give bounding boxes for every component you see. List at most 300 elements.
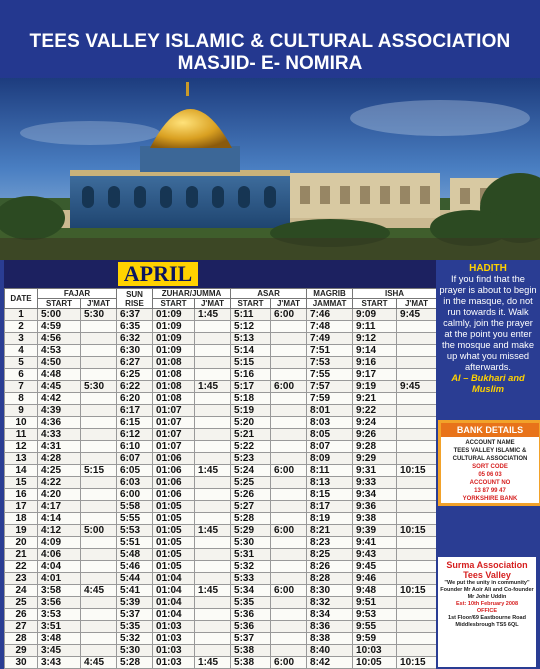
sunrise-cell: 6:37 [117,309,153,321]
timetable-subheader-row [5,299,437,309]
sunrise-cell: 5:46 [117,561,153,573]
table-row [5,441,437,453]
asar-jmat-cell [271,357,307,369]
fajar-start-cell: 4:39 [38,405,81,417]
zuhar-start-cell: 01:08 [153,381,195,393]
zuhar-jmat-cell: 1:45 [195,585,231,597]
fajar-jmat-cell: 4:45 [81,657,117,669]
asar-start-cell: 5:22 [231,441,271,453]
date-cell: 4 [5,345,38,357]
account-no: 13 87 99 47 [474,488,506,494]
sunrise-header: SUN RISE [117,289,153,309]
asar-start-cell: 5:13 [231,333,271,345]
isha-jmat-cell [397,573,437,585]
fajar-jmat-cell [81,573,117,585]
fajar-start-cell: 4:17 [38,501,81,513]
zuhar-start-cell: 01:05 [153,537,195,549]
date-cell: 6 [5,369,38,381]
fajar-start-cell: 4:36 [38,417,81,429]
isha-jmat-cell [397,369,437,381]
fajar-start-cell: 4:04 [38,561,81,573]
magrib-jammat-cell: 8:30 [307,585,353,597]
fajar-jmat-cell [81,357,117,369]
asar-start-cell: 5:36 [231,609,271,621]
isha-jmat-cell: 10:15 [397,525,437,537]
zuhar-jmat-cell [195,549,231,561]
zuhar-jmat-cell [195,321,231,333]
fajar-start-cell: 5:00 [38,309,81,321]
isha-jmat-cell: 10:15 [397,657,437,669]
sunrise-cell: 6:35 [117,321,153,333]
asar-start-cell: 5:23 [231,453,271,465]
sunrise-cell: 5:28 [117,657,153,669]
magrib-jammat-cell: 8:13 [307,477,353,489]
zuhar-start-cell: 01:07 [153,429,195,441]
magrib-jammat-cell: 7:48 [307,321,353,333]
account-name-label: ACCOUNT NAME [465,440,515,446]
asar-start-cell: 5:28 [231,513,271,525]
asar-jmat-cell [271,453,307,465]
zuhar-jmat-cell [195,597,231,609]
table-row [5,357,437,369]
asar-start-cell: 5:27 [231,501,271,513]
isha-jmat-cell [397,561,437,573]
asar-jmat-cell [271,549,307,561]
isha-jmat-cell: 9:45 [397,309,437,321]
zuhar-jmat-cell [195,429,231,441]
fajar-jmat-cell [81,561,117,573]
isha-start-cell: 9:09 [353,309,397,321]
magrib-jammat-cell: 8:26 [307,561,353,573]
date-cell: 14 [5,465,38,477]
magrib-jammat-cell: 8:09 [307,453,353,465]
isha-jmat-cell [397,621,437,633]
asar-jmat-cell [271,345,307,357]
isha-start-cell: 10:03 [353,645,397,657]
date-cell: 25 [5,597,38,609]
fajar-jmat-cell: 5:00 [81,525,117,537]
date-cell: 5 [5,357,38,369]
zuhar-start-cell: 01:06 [153,465,195,477]
isha-start-cell: 9:28 [353,441,397,453]
table-row [5,609,437,621]
sunrise-cell: 5:35 [117,621,153,633]
isha-jmat-cell [397,453,437,465]
isha-start-cell: 9:21 [353,393,397,405]
asar-header: ASAR [231,289,307,299]
zuhar-jmat-cell [195,513,231,525]
sunrise-cell: 6:20 [117,393,153,405]
isha-jmat-cell: 9:45 [397,381,437,393]
zuhar-start-cell: 01:03 [153,621,195,633]
isha-jmat-cell [397,537,437,549]
isha-jmat-cell [397,333,437,345]
fajar-jmat-cell: 5:30 [81,381,117,393]
table-row [5,585,437,597]
zuhar-jmat-cell [195,333,231,345]
asar-jmat-cell [271,501,307,513]
sunrise-cell: 5:53 [117,525,153,537]
zuhar-jmat-cell [195,633,231,645]
isha-start-cell: 9:48 [353,585,397,597]
table-row [5,453,437,465]
isha-jmat-cell [397,609,437,621]
zuhar-jmat-cell [195,417,231,429]
zuhar-jmat-cell [195,477,231,489]
isha-jmat-cell [397,405,437,417]
zuhar-jmat-cell [195,357,231,369]
isha-start-cell: 9:55 [353,621,397,633]
asar-jmat-cell: 6:00 [271,309,307,321]
magrib-jammat-cell: 8:42 [307,657,353,669]
bank-heading: BANK DETAILS [441,423,539,437]
fajar-start-cell: 4:56 [38,333,81,345]
sunrise-cell: 5:37 [117,609,153,621]
asar-jmat-cell [271,369,307,381]
date-cell: 24 [5,585,38,597]
table-row [5,573,437,585]
bank-details-box [438,420,540,506]
isha-start-cell: 9:41 [353,537,397,549]
month-band [4,260,436,288]
zuhar-jmat-cell [195,573,231,585]
zuhar-start-cell: 01:09 [153,345,195,357]
isha-jmat-cell [397,633,437,645]
table-row [5,561,437,573]
fajar-start-cell: 4:12 [38,525,81,537]
isha-start-cell: 9:46 [353,573,397,585]
magrib-jammat-cell: 8:40 [307,645,353,657]
magrib-jammat-cell: 8:01 [307,405,353,417]
table-row [5,633,437,645]
zuhar-jmat-cell [195,345,231,357]
magrib-jammat-cell: 8:05 [307,429,353,441]
fajar-jmat-cell [81,369,117,381]
month-label: APRIL [118,262,198,286]
asar-jmat-cell [271,405,307,417]
zuhar-jmat-cell [195,369,231,381]
magrib-header: MAGRIB [307,289,353,299]
timetable-body [5,309,437,669]
asar-jmat-cell [271,621,307,633]
fajar-start-cell: 4:25 [38,465,81,477]
sunrise-cell: 5:51 [117,537,153,549]
isha-start-cell: 9:53 [353,609,397,621]
asar-start-cell: 5:19 [231,405,271,417]
fajar-jmat-cell [81,597,117,609]
asar-start-cell: 5:17 [231,381,271,393]
asar-start-cell: 5:26 [231,489,271,501]
zuhar-start-cell: 01:08 [153,393,195,405]
table-row [5,657,437,669]
magrib-jammat-cell: 8:34 [307,609,353,621]
sort-code: 05 06 03 [478,472,502,478]
date-header: DATE [5,289,38,309]
fajar-start-cell: 4:33 [38,429,81,441]
date-cell: 20 [5,537,38,549]
surma-established: Est: 10th February 2008 [455,601,519,607]
zuhar-start-cell: 01:05 [153,549,195,561]
fajar-jmat-cell [81,453,117,465]
isha-start-cell: 9:11 [353,321,397,333]
asar-start-cell: 5:24 [231,465,271,477]
isha-start-cell: 9:17 [353,369,397,381]
fajar-jmat-cell [81,333,117,345]
zuhar-start-cell: 01:07 [153,441,195,453]
date-cell: 9 [5,405,38,417]
asar-start-cell: 5:32 [231,561,271,573]
hadith-text: If you find that the prayer is about to begin in the masque, do not run towards it. Walk calmly, join the prayer at the point you enter the mosque and make up what you missed afterwards. [439,274,537,372]
fajar-jmat-cell [81,549,117,561]
isha-jmat-cell [397,513,437,525]
isha-start-cell: 9:51 [353,597,397,609]
sunrise-cell: 6:15 [117,417,153,429]
asar-start-cell: 5:18 [231,393,271,405]
fajar-start-cell: 3:43 [38,657,81,669]
asar-start-cell: 5:16 [231,369,271,381]
magrib-jammat-cell: 7:51 [307,345,353,357]
surma-name: Surma Association Tees Valley [446,560,528,580]
masjid-name: MASJID- E- NOMIRA [177,53,363,74]
magrib-jammat-cell: 8:15 [307,489,353,501]
fajar-start-cell: 4:45 [38,381,81,393]
zuhar-start-cell: 01:04 [153,585,195,597]
zuhar-start-cell: 01:03 [153,657,195,669]
zuhar-jmat-cell [195,393,231,405]
fajar-start-cell: 3:51 [38,621,81,633]
zuhar-start-cell: 01:05 [153,561,195,573]
sunrise-cell: 6:00 [117,489,153,501]
table-row [5,501,437,513]
asar-jmat-cell: 6:00 [271,381,307,393]
date-cell: 1 [5,309,38,321]
zuhar-jmat-cell [195,561,231,573]
sunrise-cell: 5:48 [117,549,153,561]
sunrise-cell: 6:27 [117,357,153,369]
zuhar-start-cell: 01:07 [153,405,195,417]
asar-jmat-cell [271,573,307,585]
fajar-start-cell: 4:20 [38,489,81,501]
magrib-jammat-cell: 8:36 [307,621,353,633]
table-row [5,417,437,429]
isha-jmat-cell [397,501,437,513]
asar-start-cell: 5:35 [231,597,271,609]
sunrise-cell: 5:30 [117,645,153,657]
fajar-header: FAJAR [38,289,117,299]
fajar-jmat-cell [81,321,117,333]
account-no-label: ACCOUNT NO [469,480,511,486]
fajar-start-cell: 4:42 [38,393,81,405]
fajar-start-header: START [38,299,81,309]
zuhar-start-cell: 01:05 [153,501,195,513]
asar-jmat-cell [271,441,307,453]
magrib-jammat-cell: 7:49 [307,333,353,345]
date-cell: 7 [5,381,38,393]
zuhar-start-cell: 01:09 [153,333,195,345]
zuhar-start-cell: 01:04 [153,573,195,585]
sort-code-label: SORT CODE [472,464,508,470]
isha-jmat-cell: 10:15 [397,585,437,597]
zuhar-jmat-cell [195,609,231,621]
date-cell: 12 [5,441,38,453]
isha-start-cell: 9:19 [353,381,397,393]
zuhar-start-cell: 01:03 [153,633,195,645]
sunrise-cell: 5:32 [117,633,153,645]
fajar-jmat-cell [81,477,117,489]
date-cell: 11 [5,429,38,441]
sunrise-cell: 6:12 [117,429,153,441]
asar-jmat-cell [271,333,307,345]
asar-start-header: START [231,299,271,309]
sunrise-cell: 6:03 [117,477,153,489]
magrib-jammat-cell: 8:17 [307,501,353,513]
asar-jmat-cell [271,597,307,609]
sunrise-cell: 6:10 [117,441,153,453]
fajar-jmat-cell [81,345,117,357]
zuhar-jmat-cell: 1:45 [195,309,231,321]
sunrise-cell: 5:44 [117,573,153,585]
hadith-heading: HADITH [469,263,507,274]
table-row [5,393,437,405]
magrib-jammat-cell: 7:57 [307,381,353,393]
sunrise-cell: 6:30 [117,345,153,357]
fajar-jmat-cell [81,633,117,645]
sunrise-cell: 6:25 [117,369,153,381]
isha-start-cell: 9:45 [353,561,397,573]
sunrise-cell: 6:17 [117,405,153,417]
table-row [5,369,437,381]
isha-jmat-cell [397,441,437,453]
asar-jmat-cell [271,477,307,489]
zuhar-start-header: START [153,299,195,309]
isha-jmat-cell [397,393,437,405]
date-cell: 15 [5,477,38,489]
table-row [5,489,437,501]
isha-jmat-cell [397,417,437,429]
table-row [5,381,437,393]
isha-start-cell: 9:36 [353,501,397,513]
table-row [5,621,437,633]
isha-start-cell: 9:59 [353,633,397,645]
asar-jmat-cell: 6:00 [271,657,307,669]
fajar-jmat-cell: 4:45 [81,585,117,597]
date-cell: 27 [5,621,38,633]
zuhar-jmat-cell: 1:45 [195,381,231,393]
asar-start-cell: 5:21 [231,429,271,441]
isha-jmat-cell [397,477,437,489]
bank-name: YORKSHIRE BANK [462,496,518,502]
zuhar-start-cell: 01:09 [153,321,195,333]
fajar-start-cell: 4:48 [38,369,81,381]
asar-jmat-cell: 6:00 [271,585,307,597]
date-cell: 16 [5,489,38,501]
isha-jmat-cell: 10:15 [397,465,437,477]
zuhar-start-cell: 01:08 [153,357,195,369]
isha-start-cell: 9:24 [353,417,397,429]
sunrise-cell: 6:22 [117,381,153,393]
table-row [5,537,437,549]
isha-start-cell: 9:12 [353,333,397,345]
isha-jmat-cell [397,357,437,369]
date-cell: 17 [5,501,38,513]
fajar-start-cell: 3:45 [38,645,81,657]
date-cell: 10 [5,417,38,429]
date-cell: 8 [5,393,38,405]
fajar-start-cell: 4:50 [38,357,81,369]
date-cell: 29 [5,645,38,657]
zuhar-start-cell: 01:06 [153,477,195,489]
asar-jmat-cell [271,393,307,405]
magrib-jammat-cell: 8:32 [307,597,353,609]
zuhar-start-cell: 01:05 [153,513,195,525]
dome-of-the-rock-photo [0,78,540,260]
asar-jmat-cell [271,633,307,645]
isha-start-cell: 9:39 [353,525,397,537]
isha-jmat-cell [397,429,437,441]
asar-jmat-cell [271,513,307,525]
fajar-start-cell: 4:22 [38,477,81,489]
magrib-jammat-cell: 7:53 [307,357,353,369]
fajar-jmat-cell [81,645,117,657]
asar-start-cell: 5:34 [231,585,271,597]
date-cell: 19 [5,525,38,537]
zuhar-jmat-cell [195,441,231,453]
magrib-jammat-header: JAMMAT [307,299,353,309]
asar-jmat-cell: 6:00 [271,465,307,477]
date-cell: 23 [5,573,38,585]
date-cell: 22 [5,561,38,573]
asar-start-cell: 5:12 [231,321,271,333]
fajar-jmat-cell [81,405,117,417]
isha-start-header: START [353,299,397,309]
hadith-box [438,263,538,395]
magrib-jammat-cell: 7:59 [307,393,353,405]
asar-jmat-cell [271,609,307,621]
asar-jmat-cell [271,321,307,333]
zuhar-jmat-cell [195,489,231,501]
asar-start-cell: 5:11 [231,309,271,321]
asar-jmat-cell [271,417,307,429]
magrib-jammat-cell: 8:21 [307,525,353,537]
magrib-jammat-cell: 8:07 [307,441,353,453]
zuhar-start-cell: 01:09 [153,309,195,321]
asar-jmat-cell [271,429,307,441]
isha-start-cell: 9:26 [353,429,397,441]
table-row [5,513,437,525]
date-cell: 18 [5,513,38,525]
isha-start-cell: 10:05 [353,657,397,669]
magrib-jammat-cell: 8:11 [307,465,353,477]
date-cell: 26 [5,609,38,621]
zuhar-jmat-cell [195,537,231,549]
fajar-start-cell: 4:14 [38,513,81,525]
asar-start-cell: 5:38 [231,645,271,657]
surma-founder: Founder Mr Aoir Ali and Co-founder Mr Johir Uddin [440,587,534,600]
zuhar-jmat-header: J'MAT [195,299,231,309]
asar-start-cell: 5:20 [231,417,271,429]
table-row [5,345,437,357]
fajar-jmat-cell [81,429,117,441]
isha-start-cell: 9:14 [353,345,397,357]
zuhar-jmat-cell: 1:45 [195,525,231,537]
fajar-start-cell: 4:59 [38,321,81,333]
fajar-jmat-cell [81,609,117,621]
table-row [5,321,437,333]
isha-start-cell: 9:38 [353,513,397,525]
asar-jmat-cell [271,489,307,501]
sunrise-cell: 6:05 [117,465,153,477]
fajar-jmat-cell [81,489,117,501]
